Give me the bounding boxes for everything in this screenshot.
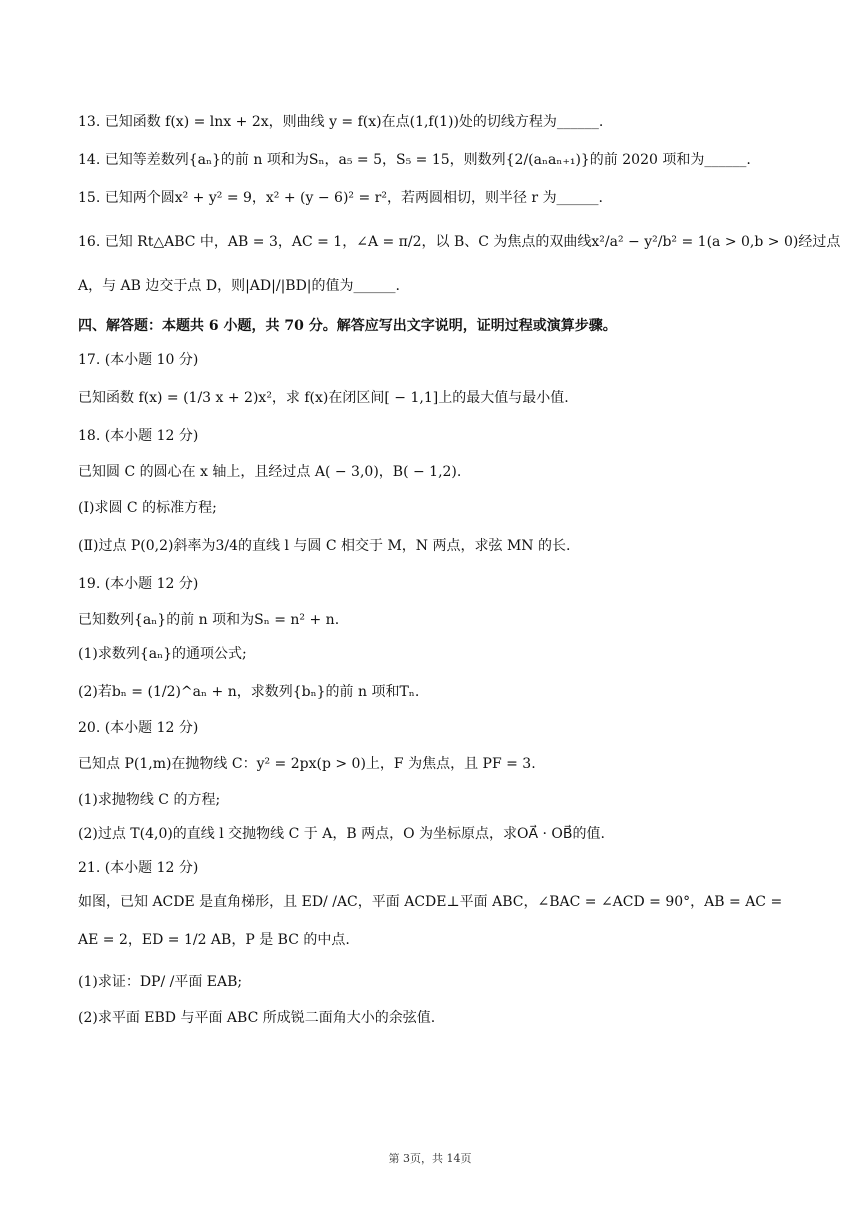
problem-21-header: 21. (本小题 12 分) [78, 860, 199, 876]
problem-13: 13. 已知函数 f(x) = lnx + 2x，则曲线 y = f(x)在点(1,f(1))处的切线方程为______. [78, 114, 604, 130]
problem-21-q2: (2)求平面 EBD 与平面 ABC 所成锐二面角大小的余弦值. [78, 1010, 436, 1026]
problem-21-q1: (1)求证：DP/ /平面 EAB; [78, 974, 243, 990]
problem-18-header: 18. (本小题 12 分) [78, 428, 199, 444]
page-number-footer: 第 3页，共 14页 [388, 1152, 472, 1165]
problem-14: 14. 已知等差数列{aₙ}的前 n 项和为Sₙ，a₅ = 5，S₅ = 15，则数列{2/(aₙaₙ₊₁)}的前 2020 项和为______. [78, 152, 751, 168]
problem-18-body: 已知圆 C 的圆心在 x 轴上，且经过点 A( − 3,0)，B( − 1,2). [78, 464, 462, 480]
problem-16-line2: A，与 AB 边交于点 D，则|AD|/|BD|的值为______. [78, 278, 400, 294]
problem-20-q1: (1)求抛物线 C 的方程; [78, 792, 221, 808]
problem-20-header: 20. (本小题 12 分) [78, 720, 199, 736]
problem-19-body: 已知数列{aₙ}的前 n 项和为Sₙ = n² + n. [78, 612, 340, 628]
problem-21-body-line2: AE = 2，ED = 1/2 AB，P 是 BC 的中点. [78, 932, 350, 948]
problem-19-header: 19. (本小题 12 分) [78, 576, 199, 592]
problem-18-q2: (Ⅱ)过点 P(0,2)斜率为3/4的直线 l 与圆 C 相交于 M，N 两点，求弦 MN 的长. [78, 538, 571, 554]
problem-18-q1: (Ⅰ)求圆 C 的标准方程; [78, 500, 217, 516]
problem-20-q2: (2)过点 T(4,0)的直线 l 交抛物线 C 于 A，B 两点，O 为坐标原点，求OA⃗ · OB⃗的值. [78, 826, 605, 842]
problem-15: 15. 已知两个圆x² + y² = 9，x² + (y − 6)² = r²，若两圆相切，则半径 r 为______. [78, 190, 604, 206]
problem-20-body: 已知点 P(1,m)在抛物线 C：y² = 2px(p > 0)上，F 为焦点，且 PF = 3. [78, 756, 536, 772]
problem-17-header: 17. (本小题 10 分) [78, 352, 199, 368]
problem-19-q1: (1)求数列{aₙ}的通项公式; [78, 646, 247, 662]
problem-16-line1: 16. 已知 Rt△ABC 中，AB = 3，AC = 1，∠A = π/2，以 B、C 为焦点的双曲线x²/a² − y²/b² = 1(a > 0,b > 0)经过点 [78, 234, 841, 250]
problem-17-body: 已知函数 f(x) = (1/3 x + 2)x²，求 f(x)在闭区间[ − 1,1]上的最大值与最小值. [78, 390, 569, 406]
problem-21-body-line1: 如图，已知 ACDE 是直角梯形，且 ED/ /AC，平面 ACDE⊥平面 ABC，∠BAC = ∠ACD = 90°，AB = AC = [78, 894, 783, 910]
problem-19-q2: (2)若bₙ = (1/2)^aₙ + n，求数列{bₙ}的前 n 项和Tₙ. [78, 684, 420, 700]
section-4-heading: 四、解答题：本题共 6 小题，共 70 分。解答应写出文字说明，证明过程或演算步骤。 [78, 318, 617, 334]
